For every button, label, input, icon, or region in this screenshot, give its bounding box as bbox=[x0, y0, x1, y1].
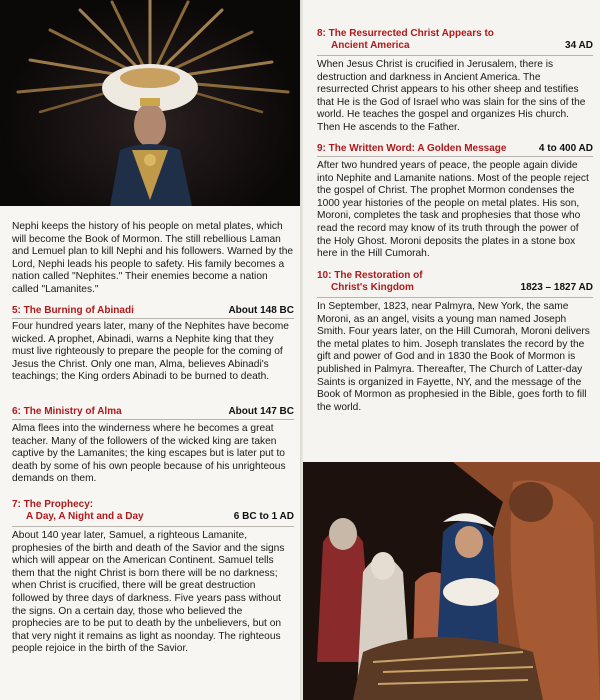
divider bbox=[317, 297, 593, 298]
headdress-photo bbox=[0, 0, 302, 206]
divider bbox=[317, 156, 593, 157]
section-8-text: When Jesus Christ is crucified in Jerusalem, there is destruction and darkness in Ancient America. The resurrected Christ appears to his other sheep and testifies that He is the God of Israel who was slain for the sins of the world. He teaches the gospel and organizes His church. Then He ascends to the Father. bbox=[317, 59, 586, 133]
section-8-date: 34 AD bbox=[565, 40, 593, 51]
intro-text: Nephi keeps the history of his people on metal plates, which will become the Book of Mormon. The still rebellious Laman and Lemuel plan to kill Nephi and his followers. Warned by the Lord, Nephi leads his people to safety. His family becomes a nation called "Nephites." Their enemies become a nation called "Lamanites." bbox=[12, 221, 294, 295]
section-5-heading bbox=[12, 305, 294, 317]
section-5-body bbox=[12, 321, 294, 384]
section-7-title-line2: A Day, A Night and a Day bbox=[26, 511, 144, 522]
section-8-body bbox=[317, 59, 593, 135]
nativity-photo bbox=[303, 462, 600, 700]
section-9-text: After two hundred years of peace, the people again divide into Nephite and Lamanite nations. Most of the people reject the gospel of Christ. The prophet Mormon condenses the 1000 year histories of the people on metal plates. His son, Moroni, completes the task and prophesies that those who read the record may know of its truth through the power of the Holy Ghost. Moroni deposits the plates in a stone box here in the Hill Cumorah. bbox=[317, 160, 589, 260]
section-5-date: About 148 BC bbox=[228, 305, 294, 316]
section-7-date: 6 BC to 1 AD bbox=[233, 511, 294, 522]
section-10-title-line1: 10: The Restoration of bbox=[317, 270, 423, 281]
section-6-body bbox=[12, 423, 294, 486]
section-10-body bbox=[317, 301, 593, 414]
section-7-title-line1: 7: The Prophecy: bbox=[12, 499, 94, 510]
section-9-date: 4 to 400 AD bbox=[538, 143, 593, 154]
right-page bbox=[303, 0, 600, 700]
divider bbox=[12, 526, 294, 527]
section-5-title: 5: The Burning of Abinadi bbox=[12, 305, 134, 316]
section-6-date: About 147 BC bbox=[228, 406, 294, 417]
section-8-title-line1: 8: The Resurrected Christ Appears to bbox=[317, 28, 494, 39]
divider bbox=[317, 55, 593, 56]
section-7-text: About 140 year later, Samuel, a righteous Lamanite, prophesies of the birth and death of the Savior and the signs which will appear on the American Continent. Samuel tells them that the night Christ is born there will be no darkness; when Christ is crucified, there will be great destruction followed by three days of darkness. Five years pass without the signs. On a certain day, those who believed the prophecies are to be put to death by the unbelievers, but on that very night it remains as light as noonday. The righteous people rejoice in the birth of the Savior. bbox=[12, 530, 285, 655]
section-6-heading bbox=[12, 406, 294, 418]
headdress-illustration bbox=[0, 0, 302, 206]
section-8-title-line2: Ancient America bbox=[331, 40, 410, 51]
section-6-text: Alma flees into the winderness where he becomes a great teacher. Many of the followers of the wicked king are taken captive by the Lamanites; the king escapes but is later put to death by some of his own people because of his unrighteous demands on them. bbox=[12, 423, 286, 485]
section-10-title-line2: Christ's Kingdom bbox=[331, 282, 414, 293]
intro-paragraph bbox=[12, 221, 294, 297]
divider bbox=[12, 318, 294, 319]
section-10-text: In September, 1823, near Palmyra, New York, the same Moroni, as an angel, visits a young man named Joseph Smith. Four years later, on the Hill Cumorah, Moroni delivers the metal plates to him. Joseph translates the record by the gift and power of God and in 1830 the Book of Mormon is published in Palmyra. Thereafter, The Church of Latter-day Saints is organized in Fayette, NY, and the message of the Book of Mormon as prophesied in the Bible, goes forth to fill the world. bbox=[317, 301, 590, 413]
section-10-date: 1823 – 1827 AD bbox=[520, 282, 593, 293]
section-6-title: 6: The Ministry of Alma bbox=[12, 406, 122, 417]
section-10-heading bbox=[317, 270, 593, 294]
nativity-illustration bbox=[303, 462, 600, 700]
section-7-body bbox=[12, 530, 294, 656]
section-9-title: 9: The Written Word: A Golden Message bbox=[317, 143, 507, 154]
divider bbox=[12, 419, 294, 420]
section-5-text: Four hundred years later, many of the Nephites have become wicked. A prophet, Abinadi, warns a Nephite king that they must live righteously to prepare the people for the coming of Jesus the Christ. Only one man, Alma, believes Abinadi's teachings; the King orders Abinadi to be burned to death. bbox=[12, 321, 289, 383]
section-7-heading bbox=[12, 499, 294, 523]
section-9-body bbox=[317, 160, 593, 261]
section-8-heading bbox=[317, 28, 593, 52]
section-9-heading bbox=[317, 143, 593, 155]
